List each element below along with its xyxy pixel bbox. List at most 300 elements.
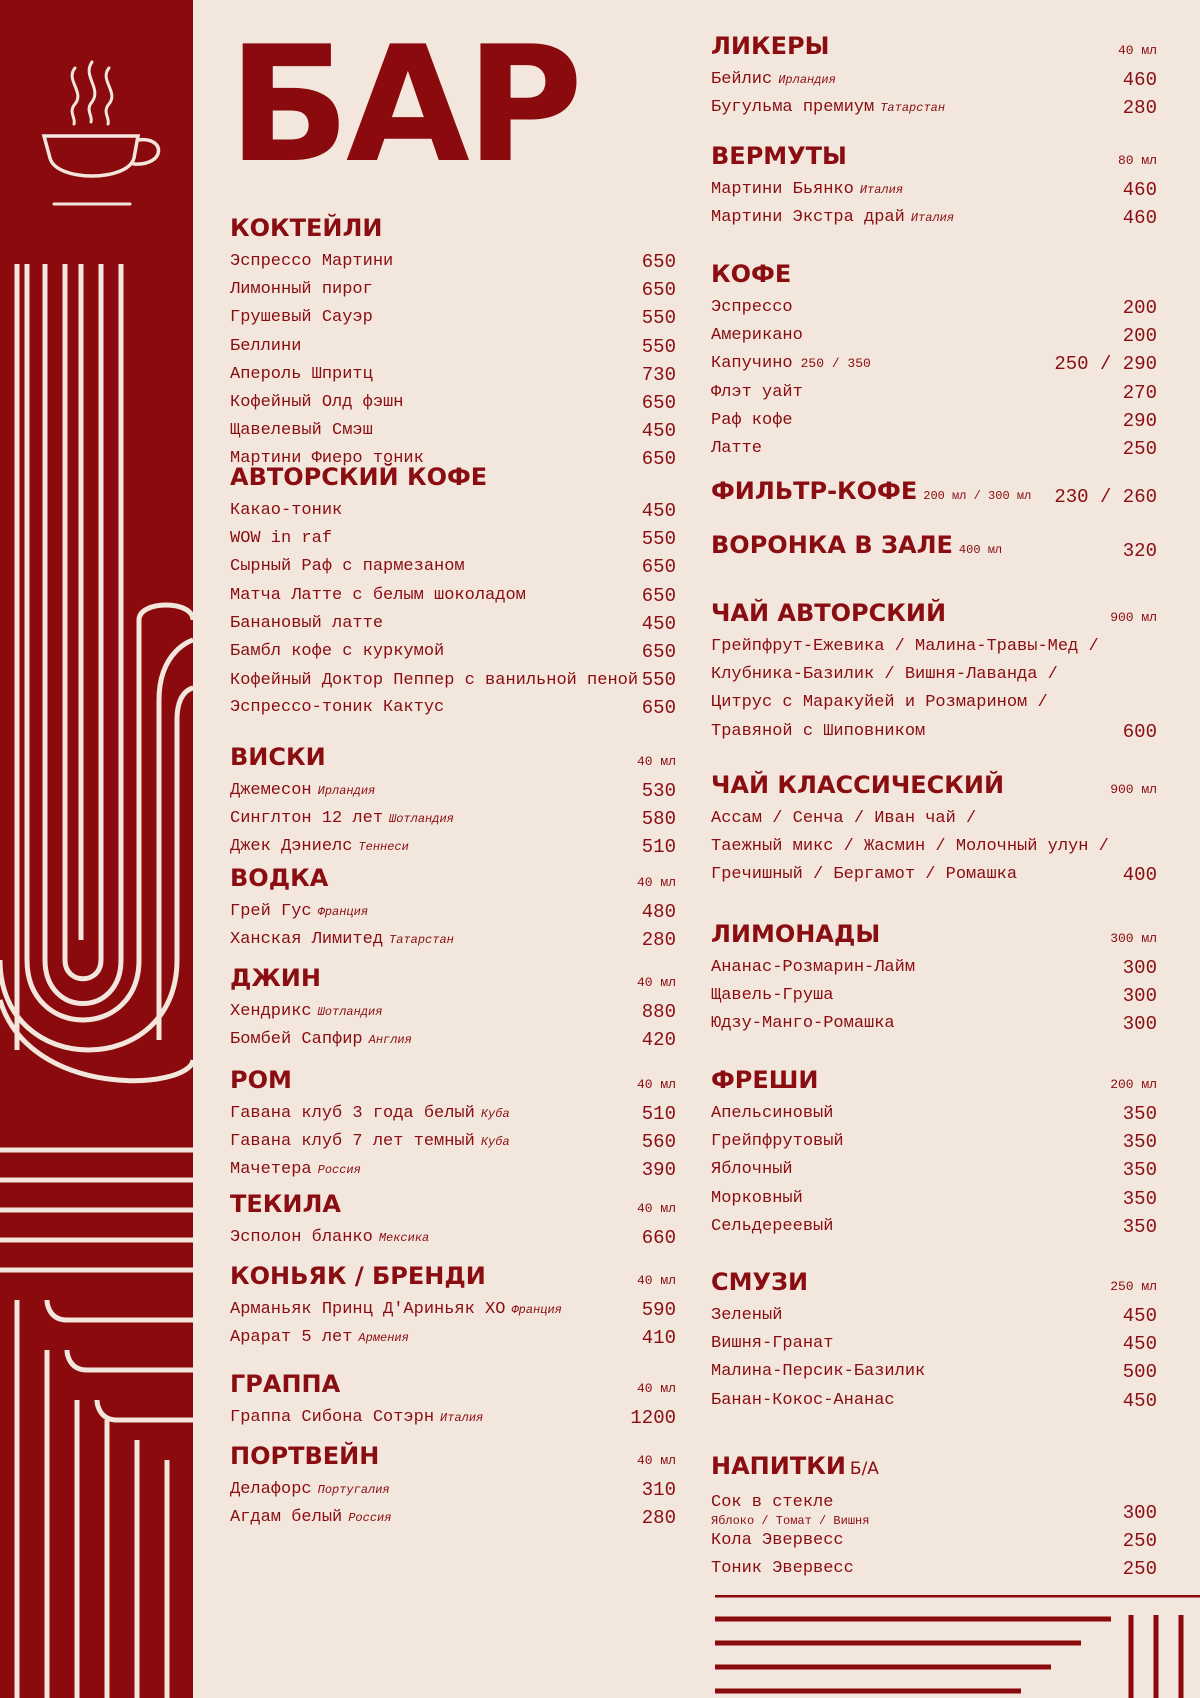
item-name-text: Капучино bbox=[711, 354, 793, 374]
item-name-text: Арманьяк Принц Д'Ариньяк ХО bbox=[230, 1300, 506, 1319]
item-subtitle: Яблоко / Томат / Вишня bbox=[711, 1514, 870, 1529]
item-price: 450 bbox=[641, 420, 676, 443]
tea-line bbox=[711, 805, 1157, 833]
menu-item bbox=[230, 998, 676, 1026]
item-name-text: Ананас-Розмарин-Лайм bbox=[711, 958, 916, 977]
item-name-text: Сельдереевый bbox=[711, 1216, 834, 1236]
menu-item bbox=[230, 417, 676, 445]
item-price: 300 bbox=[1122, 1013, 1157, 1036]
item-name bbox=[230, 1132, 510, 1151]
item-price: 650 bbox=[641, 279, 676, 302]
item-price: 250 / 290 bbox=[1054, 353, 1157, 376]
section-header bbox=[230, 1188, 676, 1218]
item-name bbox=[230, 666, 676, 692]
item-name-text: Флэт уайт bbox=[711, 382, 803, 402]
section-volume: 40 мл bbox=[636, 754, 676, 769]
section-title bbox=[230, 1442, 379, 1470]
menu-item bbox=[711, 1156, 1157, 1184]
item-name-text: Бомбей Сапфир bbox=[230, 1030, 363, 1050]
section-title-text: ВЕРМУТЫ bbox=[711, 142, 847, 170]
section-title-text: ЛИКЕРЫ bbox=[711, 32, 830, 60]
item-price: 390 bbox=[641, 1159, 676, 1182]
item-name bbox=[711, 986, 833, 1005]
section-title bbox=[230, 743, 326, 771]
item-name bbox=[711, 1014, 895, 1033]
menu-item bbox=[711, 1387, 1157, 1415]
menu-section bbox=[711, 1266, 1157, 1415]
menu-item bbox=[230, 1224, 676, 1252]
menu-item bbox=[711, 1489, 1157, 1527]
menu-item bbox=[230, 833, 676, 861]
item-name-text: Грушевый Сауэр bbox=[230, 308, 373, 328]
menu-section bbox=[711, 140, 1157, 232]
item-price: 300 bbox=[1122, 1502, 1157, 1524]
item-name bbox=[230, 421, 373, 440]
tea-line bbox=[711, 689, 1157, 717]
item-name bbox=[230, 1104, 510, 1123]
item-name-text: WOW in raf bbox=[230, 529, 333, 549]
item-list bbox=[230, 248, 676, 474]
section-title-text: ЧАЙ КЛАССИЧЕСКИЙ bbox=[711, 771, 1005, 799]
item-name bbox=[711, 1189, 803, 1208]
item-name bbox=[711, 1160, 793, 1179]
item-price: 480 bbox=[641, 901, 676, 923]
item-price: 550 bbox=[641, 307, 676, 330]
item-name bbox=[230, 1228, 429, 1247]
item-name-text: Какао-тоник bbox=[230, 501, 343, 520]
item-name-text: Гавана клуб 7 лет темный bbox=[230, 1132, 475, 1152]
item-origin: Шотландия bbox=[389, 812, 454, 827]
item-name bbox=[711, 1531, 844, 1550]
section-title-text: ВИСКИ bbox=[230, 743, 326, 771]
menu-item bbox=[711, 322, 1157, 350]
menu-section bbox=[711, 597, 1157, 746]
item-name bbox=[711, 1132, 844, 1151]
item-name bbox=[230, 280, 373, 299]
item-price: 550 bbox=[641, 335, 676, 358]
menu-item bbox=[230, 276, 676, 304]
menu-section bbox=[711, 769, 1157, 890]
section-title bbox=[230, 214, 383, 242]
item-name bbox=[230, 529, 332, 548]
section-volume-note: 400 мл bbox=[958, 543, 1003, 557]
item-name-text: Ханская Лимитед bbox=[230, 930, 384, 950]
menu-item bbox=[230, 1296, 676, 1324]
item-price: 590 bbox=[641, 1299, 676, 1321]
item-name-text: Юдзу-Манго-Ромашка bbox=[711, 1014, 895, 1034]
item-name-text: Вишня-Гранат bbox=[711, 1334, 834, 1354]
item-list bbox=[711, 1302, 1157, 1415]
item-origin: Италия bbox=[910, 211, 955, 226]
item-name bbox=[230, 1002, 382, 1021]
section-title-text: НАПИТКИ bbox=[711, 1452, 846, 1480]
item-price: 250 bbox=[1122, 1530, 1157, 1553]
item-price: 650 bbox=[641, 584, 676, 607]
item-origin: Теннеси bbox=[358, 840, 409, 855]
item-name bbox=[230, 930, 454, 949]
item-price: 650 bbox=[641, 556, 676, 579]
menu-item bbox=[230, 1128, 676, 1156]
menu-item bbox=[711, 1128, 1157, 1156]
menu-item bbox=[230, 497, 676, 525]
section-header bbox=[711, 1266, 1157, 1296]
menu-item bbox=[230, 805, 676, 833]
item-name bbox=[230, 393, 403, 412]
tea-line-text: Ассам / Сенча / Иван чай / bbox=[711, 809, 977, 828]
item-name-text: Грейпфрутовый bbox=[711, 1132, 844, 1152]
section-header bbox=[711, 1064, 1157, 1094]
item-name-text: Беллини bbox=[230, 336, 302, 356]
item-name-text: Яблочный bbox=[711, 1160, 793, 1180]
item-name-text: Кофейный Олд фэшн bbox=[230, 393, 404, 413]
section-title bbox=[711, 477, 1031, 510]
item-price: 650 bbox=[641, 641, 676, 664]
item-price: 450 bbox=[1122, 1389, 1157, 1412]
menu-item bbox=[230, 333, 676, 361]
item-name bbox=[711, 1391, 895, 1410]
item-name-text: Мартини Экстра драй bbox=[711, 208, 905, 228]
menu-section bbox=[230, 962, 676, 1054]
item-name-text: Бамбл кофе с куркумой bbox=[230, 642, 445, 662]
item-name-text: Сырный Раф с пармезаном bbox=[230, 557, 465, 577]
menu-item bbox=[230, 610, 676, 638]
menu-item bbox=[711, 1213, 1157, 1241]
item-name-text: Грей Гус bbox=[230, 902, 312, 921]
item-price: 510 bbox=[641, 1103, 676, 1125]
section-title bbox=[711, 531, 1002, 564]
item-origin: Ирландия bbox=[317, 784, 376, 798]
item-price: 510 bbox=[641, 836, 676, 859]
item-name-text: Банановый латте bbox=[230, 613, 384, 633]
item-name bbox=[711, 1104, 833, 1123]
section-title-text: ВОРОНКА В ЗАЛЕ bbox=[711, 531, 953, 559]
item-name bbox=[230, 1160, 361, 1179]
item-price: 730 bbox=[641, 363, 676, 386]
section-title-text: КОНЬЯК / БРЕНДИ bbox=[230, 1262, 486, 1290]
item-origin: Россия bbox=[348, 1511, 392, 1526]
item-name bbox=[711, 70, 836, 89]
item-name-text: Мартини Бьянко bbox=[711, 180, 854, 199]
item-name bbox=[230, 1408, 483, 1427]
menu-item bbox=[711, 294, 1157, 322]
section-volume: 900 мл bbox=[1110, 610, 1157, 625]
item-name bbox=[711, 98, 945, 117]
item-list bbox=[230, 777, 676, 862]
menu-item bbox=[230, 361, 676, 389]
item-name bbox=[711, 1217, 833, 1236]
item-price: 580 bbox=[641, 808, 676, 831]
menu-item bbox=[711, 982, 1157, 1010]
item-name-text: Щавель-Груша bbox=[711, 986, 834, 1006]
section-header bbox=[230, 1260, 676, 1290]
item-name-text: Делафорс bbox=[230, 1480, 312, 1499]
item-name-text: Мачетера bbox=[230, 1160, 312, 1180]
item-name-text: Мартини Фиеро тоник bbox=[230, 449, 424, 469]
item-name-text: Агдам белый bbox=[230, 1508, 343, 1528]
item-price: 450 bbox=[641, 500, 676, 522]
section-volume: 250 мл bbox=[1110, 1279, 1157, 1294]
item-price: 650 bbox=[641, 697, 676, 720]
section-title-text: КОКТЕЙЛИ bbox=[230, 214, 383, 242]
section-title bbox=[711, 1268, 808, 1296]
item-name-text: Граппа Сибона Сотэрн bbox=[230, 1408, 435, 1427]
item-name-text: Банан-Кокос-Ананас bbox=[711, 1390, 895, 1410]
page-title: БАР bbox=[228, 11, 580, 198]
tea-line-text: Грейпфрут-Ежевика / Малина-Травы-Мед / bbox=[711, 637, 1099, 656]
section-header bbox=[711, 769, 1157, 799]
item-name bbox=[230, 252, 393, 271]
item-price: 350 bbox=[1122, 1159, 1157, 1182]
tea-line-text: Клубника-Базилик / Вишня-Лаванда / bbox=[711, 665, 1058, 685]
item-name bbox=[711, 208, 954, 227]
item-origin: Португалия bbox=[317, 1483, 390, 1497]
item-price: 530 bbox=[641, 780, 676, 802]
item-name bbox=[230, 337, 301, 356]
item-price: 460 bbox=[1122, 207, 1157, 230]
item-name bbox=[230, 1508, 391, 1527]
item-name bbox=[711, 1559, 854, 1578]
item-name bbox=[711, 326, 803, 345]
item-list bbox=[230, 1404, 676, 1432]
item-price: 400 bbox=[1122, 864, 1157, 887]
item-name-text: Кофейный Доктор Пеппер с ванильной пеной bbox=[230, 671, 639, 691]
item-name bbox=[230, 557, 465, 576]
menu-item bbox=[230, 926, 676, 954]
item-price: 460 bbox=[1122, 69, 1157, 91]
item-name-text: Бугульма премиум bbox=[711, 98, 875, 118]
menu-item bbox=[711, 1100, 1157, 1128]
section-title bbox=[711, 1452, 879, 1483]
menu-item bbox=[230, 1026, 676, 1054]
menu-item bbox=[230, 553, 676, 581]
menu-section bbox=[711, 30, 1157, 122]
menu-section bbox=[230, 1260, 676, 1352]
section-volume: 40 мл bbox=[636, 975, 676, 990]
item-name bbox=[711, 383, 803, 402]
item-name-text: Матча Латте с белым шоколадом bbox=[230, 585, 526, 605]
section-title-text: ЛИМОНАДЫ bbox=[711, 920, 881, 948]
item-origin: Мексика bbox=[378, 1231, 430, 1245]
item-name-text: Арарат 5 лет bbox=[230, 1328, 353, 1348]
item-name-text: Сок в стекле bbox=[711, 1493, 834, 1512]
item-list bbox=[711, 66, 1157, 122]
item-price: 650 bbox=[641, 392, 676, 415]
menu-item bbox=[230, 1504, 676, 1532]
item-name-text: Джек Дэниелс bbox=[230, 837, 353, 857]
menu-item bbox=[711, 204, 1157, 232]
item-list bbox=[711, 954, 1157, 1039]
item-price: 450 bbox=[1122, 1333, 1157, 1356]
menu-item bbox=[711, 1555, 1157, 1583]
section-header bbox=[230, 1064, 676, 1094]
section-title bbox=[230, 964, 321, 992]
item-name bbox=[230, 902, 368, 921]
item-name-text: Латте bbox=[711, 439, 763, 459]
item-price: 350 bbox=[1122, 1187, 1157, 1210]
item-price: 300 bbox=[1122, 985, 1157, 1008]
item-price: 410 bbox=[641, 1327, 676, 1350]
item-price: 460 bbox=[1122, 179, 1157, 201]
item-origin: Татарстан bbox=[880, 101, 946, 116]
item-list bbox=[230, 1100, 676, 1185]
section-volume: 80 мл bbox=[1117, 153, 1157, 168]
section-title-text: АВТОРСКИЙ КОФЕ bbox=[230, 463, 488, 491]
menu-item bbox=[711, 1185, 1157, 1213]
tea-line bbox=[711, 861, 1157, 889]
item-name-text: Американо bbox=[711, 326, 803, 346]
menu-item bbox=[711, 1010, 1157, 1038]
item-price: 650 bbox=[641, 251, 676, 273]
item-list bbox=[230, 898, 676, 954]
menu-item bbox=[230, 1324, 676, 1352]
item-name-text: Щавелевый Смэш bbox=[230, 421, 373, 441]
menu-section bbox=[230, 741, 676, 862]
section-title bbox=[711, 1066, 819, 1094]
item-name bbox=[230, 809, 454, 828]
item-name-text: Эспрессо bbox=[711, 298, 793, 317]
section-title bbox=[711, 920, 880, 948]
item-name bbox=[230, 781, 375, 800]
item-price: 1200 bbox=[630, 1407, 676, 1429]
item-name bbox=[711, 411, 793, 430]
item-name bbox=[711, 1334, 833, 1353]
item-price: 560 bbox=[641, 1131, 676, 1154]
section-header bbox=[230, 212, 676, 242]
item-list bbox=[711, 1100, 1157, 1241]
menu-item bbox=[711, 1358, 1157, 1386]
item-price: 270 bbox=[1122, 381, 1157, 404]
item-origin: Италия bbox=[440, 1411, 484, 1425]
section-title bbox=[711, 599, 946, 627]
menu-item bbox=[711, 954, 1157, 982]
section-volume: 40 мл bbox=[636, 1077, 676, 1092]
item-origin: Италия bbox=[859, 183, 904, 197]
item-list bbox=[230, 1476, 676, 1532]
item-price: 250 bbox=[1122, 438, 1157, 461]
section-title bbox=[230, 1370, 340, 1398]
item-origin: Армения bbox=[358, 1331, 409, 1346]
item-name bbox=[230, 308, 373, 327]
section-volume: 40 мл bbox=[636, 1273, 676, 1288]
section-header bbox=[711, 140, 1157, 170]
section-header bbox=[711, 531, 1157, 564]
item-list bbox=[711, 176, 1157, 232]
tea-line-text: Цитрус с Маракуйей и Розмарином / bbox=[711, 693, 1048, 713]
item-name bbox=[230, 1480, 390, 1499]
item-price: 350 bbox=[1122, 1131, 1157, 1154]
section-volume: 200 мл bbox=[1110, 1077, 1157, 1092]
section-volume: 40 мл bbox=[636, 1453, 676, 1468]
section-title-text: ТЕКИЛА bbox=[230, 1190, 341, 1218]
section-header bbox=[230, 962, 676, 992]
section-header bbox=[230, 461, 676, 491]
menu-section bbox=[711, 1453, 1157, 1584]
section-title-text: ВОДКА bbox=[230, 864, 329, 892]
menu-section bbox=[230, 461, 676, 723]
menu-section bbox=[230, 1368, 676, 1432]
item-origin: Россия bbox=[317, 1163, 361, 1178]
section-header bbox=[711, 30, 1157, 60]
item-name-text: Бейлис bbox=[711, 70, 773, 89]
menu-item bbox=[711, 407, 1157, 435]
menu-item bbox=[230, 304, 676, 332]
tea-line bbox=[711, 661, 1157, 689]
item-name bbox=[230, 1328, 409, 1347]
section-header bbox=[230, 862, 676, 892]
section-title-text: ДЖИН bbox=[230, 964, 321, 992]
section-header bbox=[711, 258, 1157, 288]
item-origin: Англия bbox=[368, 1033, 412, 1048]
item-name-text: Эспрессо Мартини bbox=[230, 252, 394, 271]
item-name bbox=[711, 298, 793, 317]
item-name-text: Хендрикс bbox=[230, 1002, 312, 1021]
item-name bbox=[711, 439, 762, 458]
menu-section bbox=[230, 1440, 676, 1532]
section-title-text: СМУЗИ bbox=[711, 1268, 809, 1296]
menu-item bbox=[711, 1302, 1157, 1330]
item-price: 200 bbox=[1122, 297, 1157, 319]
item-origin: Франция bbox=[317, 905, 369, 919]
item-price: 450 bbox=[1122, 1305, 1157, 1327]
item-name-text: Малина-Персик-Базилик bbox=[711, 1362, 926, 1382]
item-name bbox=[230, 1300, 562, 1319]
item-price: 300 bbox=[1122, 957, 1157, 979]
section-title bbox=[230, 1066, 292, 1094]
menu-item bbox=[711, 176, 1157, 204]
menu-item bbox=[230, 638, 676, 666]
item-price: 550 bbox=[641, 528, 676, 551]
menu-item bbox=[711, 1527, 1157, 1555]
menu-item bbox=[230, 666, 676, 694]
item-name bbox=[711, 1306, 782, 1325]
item-name bbox=[711, 180, 903, 199]
item-origin: Куба bbox=[480, 1135, 510, 1150]
item-name-text: Апельсиновый bbox=[711, 1104, 834, 1123]
menu-section bbox=[711, 918, 1157, 1039]
section-header bbox=[230, 1440, 676, 1470]
item-price: 420 bbox=[641, 1029, 676, 1052]
section-title-text: КОФЕ bbox=[711, 260, 792, 288]
item-name-text: Эсполон бланко bbox=[230, 1228, 373, 1247]
item-name-text: Кола Эвервесс bbox=[711, 1531, 844, 1551]
menu-section bbox=[230, 1188, 676, 1252]
section-title bbox=[711, 260, 791, 288]
item-list bbox=[230, 497, 676, 723]
coffee-cup-icon bbox=[44, 62, 159, 204]
menu-item bbox=[711, 66, 1157, 94]
menu-item bbox=[230, 389, 676, 417]
section-title bbox=[711, 32, 830, 60]
menu-item bbox=[230, 582, 676, 610]
item-name-text: Джемесон bbox=[230, 781, 312, 800]
section-volume-note: 200 мл / 300 мл bbox=[923, 489, 1032, 503]
item-name bbox=[230, 837, 409, 856]
item-name bbox=[711, 958, 915, 977]
menu-item bbox=[230, 1476, 676, 1504]
item-list bbox=[230, 998, 676, 1054]
section-header bbox=[711, 918, 1157, 948]
item-name-text: Гавана клуб 3 года белый bbox=[230, 1104, 475, 1123]
menu-section bbox=[230, 212, 676, 474]
section-header bbox=[711, 597, 1157, 627]
menu-item bbox=[711, 1330, 1157, 1358]
item-list bbox=[711, 1489, 1157, 1584]
item-name-text: Раф кофе bbox=[711, 410, 793, 430]
menu-section bbox=[230, 862, 676, 954]
item-price: 550 bbox=[641, 669, 676, 692]
section-volume: 40 мл bbox=[636, 1201, 676, 1216]
item-list bbox=[230, 1296, 676, 1352]
